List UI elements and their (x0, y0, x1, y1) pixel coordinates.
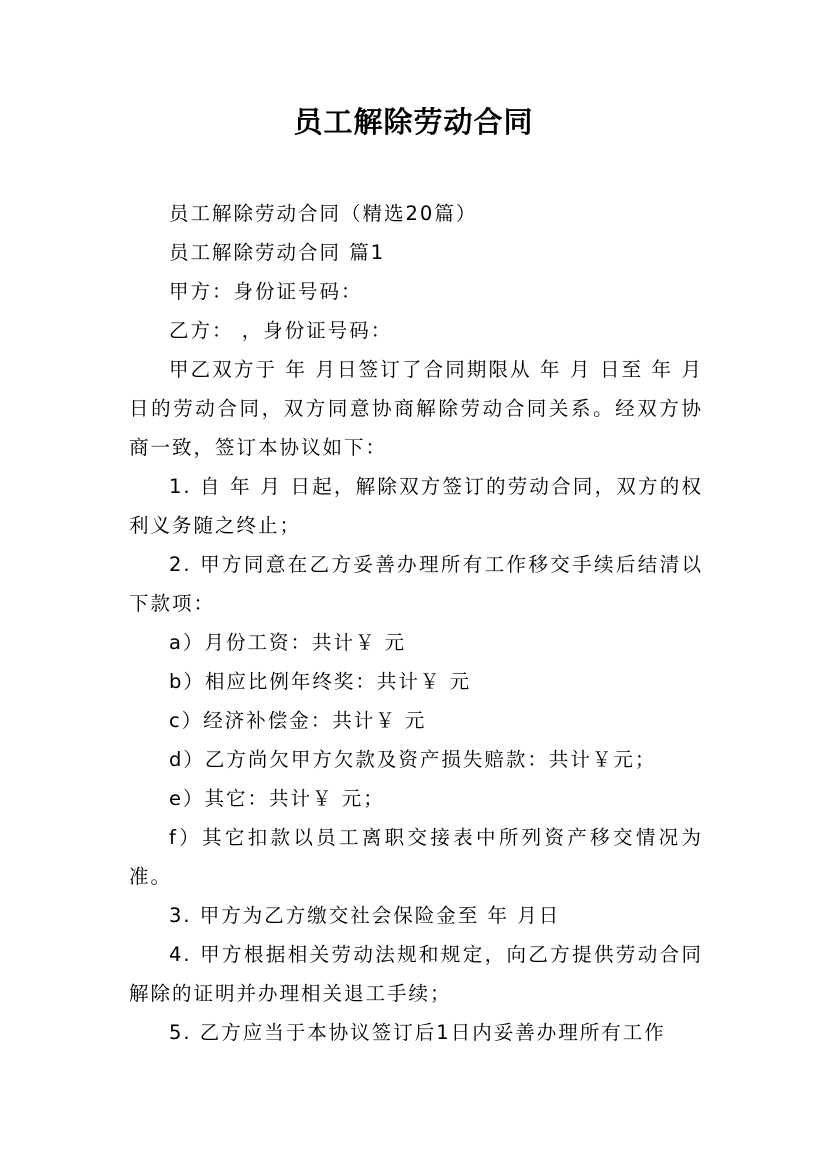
paragraph-item-c: c）经济补偿金：共计￥ 元 (169, 709, 427, 732)
paragraph-subtitle: 员工解除劳动合同（精选20篇） (169, 202, 478, 225)
paragraph-item-b: b）相应比例年终奖：共计￥ 元 (169, 670, 472, 693)
paragraph-party-a: 甲方：身份证号码： (169, 280, 363, 303)
paragraph-item-a: a）月份工资：共计￥ 元 (169, 631, 407, 654)
paragraph-section-heading: 员工解除劳动合同 篇1 (169, 241, 386, 264)
paragraph-preamble: 甲乙双方于 年 月日签订了合同期限从 年 月 日至 年 月 日的劳动合同，双方同意协商解除劳动合同关系。经双方协商一致，签订本协议如下： (129, 358, 703, 459)
paragraph-item-f: f）其它扣款以员工离职交接表中所列资产移交情况为准。 (129, 826, 703, 888)
paragraph-item-e: e）其它：共计￥ 元； (169, 787, 385, 810)
document-body (129, 194, 703, 1052)
document-title: 员工解除劳动合同 (293, 105, 534, 139)
paragraph-clause-3: 3. 甲方为乙方缴交社会保险金至 年 月日 (169, 904, 561, 927)
paragraph-item-d: d）乙方尚欠甲方欠款及资产损失赔款：共计￥元； (169, 748, 657, 771)
paragraph-clause-4: 4. 甲方根据相关劳动法规和规定，向乙方提供劳动合同解除的证明并办理相关退工手续； (129, 943, 703, 1005)
paragraph-party-b: 乙方： ，身份证号码： (169, 319, 393, 342)
paragraph-clause-5: 5. 乙方应当于本协议签订后1日内妥善办理所有工作 (169, 1021, 666, 1044)
paragraph-clause-1: 1. 自 年 月 日起，解除双方签订的劳动合同，双方的权利义务随之终止； (129, 475, 703, 537)
paragraph-clause-2: 2. 甲方同意在乙方妥善办理所有工作移交手续后结清以下款项： (129, 553, 703, 615)
